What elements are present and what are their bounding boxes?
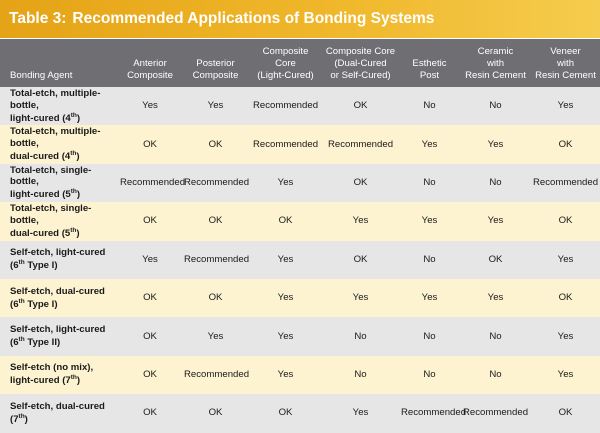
agent-name: Total-etch, multiple-bottle, light-cured (4: [10, 87, 101, 124]
table-title: [0, 0, 600, 39]
table-cell: Yes: [487, 292, 504, 304]
column-header: Esthetic Post: [412, 58, 447, 82]
agent-name-end: Type II): [24, 337, 61, 349]
generation-superscript: th: [18, 412, 25, 420]
column-header: Posterior Composite: [192, 58, 239, 82]
table-cell: Yes: [352, 407, 369, 419]
table-row: [0, 394, 600, 432]
table-cell: OK: [208, 407, 223, 419]
table-cell: Yes: [487, 138, 504, 150]
table-cell: No: [423, 368, 436, 380]
table-cell: OK: [143, 138, 157, 150]
table-cell: No: [423, 176, 436, 188]
table-cell: OK: [208, 215, 223, 227]
table-row: [0, 356, 600, 394]
table-row: [0, 317, 600, 355]
table-cell: No: [423, 330, 436, 342]
table-cell: Yes: [277, 330, 294, 342]
table-cell: Recommended: [462, 407, 529, 419]
bonding-agent-cell: [0, 356, 118, 394]
table-cell: No: [489, 368, 502, 380]
agent-name-end: ): [24, 413, 28, 425]
table-cell: Yes: [277, 292, 294, 304]
table-cell: Yes: [557, 253, 574, 265]
agent-name: Total-etch, single-bottle, dual-cured (5: [10, 202, 92, 239]
agent-name: Self-etch, dual-cured (6: [10, 285, 105, 310]
table-cell: Recommended: [327, 138, 394, 150]
table-row: [0, 202, 600, 240]
agent-name: Self-etch (no mix), light-cured (7: [10, 362, 94, 387]
table-cell: No: [489, 100, 502, 112]
table-cell: No: [489, 176, 502, 188]
column-header: Veneer with Resin Cement: [535, 46, 596, 82]
agent-name-end: ): [76, 112, 81, 124]
table-cell: Yes: [277, 368, 294, 380]
bonding-agent-cell: [0, 241, 118, 279]
table-cell: Yes: [487, 215, 504, 227]
column-header: Ceramic with Resin Cement: [465, 46, 526, 82]
table-cell: OK: [558, 138, 573, 150]
column-header: Composite Core (Dual-Cured or Self-Cured): [325, 46, 396, 82]
table-cell: Recommended: [401, 407, 467, 419]
table-cell: OK: [208, 138, 223, 150]
agent-name-end: ): [76, 151, 80, 163]
table-cell: Recommended: [184, 176, 250, 188]
bonding-agent-cell: [0, 87, 118, 125]
generation-superscript: th: [18, 336, 25, 344]
table-cell: Recommended: [252, 138, 319, 150]
table-cell: OK: [143, 407, 157, 419]
table-cell: OK: [353, 100, 368, 112]
table-cell: Recommended: [184, 253, 250, 265]
table-cell: OK: [488, 253, 503, 265]
table-cell: No: [354, 330, 367, 342]
agent-name: Self-etch, light-cured (6: [10, 324, 106, 349]
table-row: [0, 164, 600, 202]
table-header-row: [0, 39, 600, 87]
agent-name: Total-etch, multiple-bottle, dual-cured (4: [10, 126, 101, 163]
table-cell: Yes: [557, 330, 574, 342]
table-cell: OK: [558, 215, 573, 227]
generation-superscript: th: [70, 111, 77, 119]
generation-superscript: th: [70, 188, 77, 196]
generation-superscript: th: [18, 259, 25, 267]
bonding-agent-cell: [0, 164, 118, 202]
agent-name: Self-etch, dual-cured (7: [10, 400, 105, 425]
column-header: Anterior Composite: [127, 58, 173, 82]
column-header: Composite Core (Light-Cured): [257, 46, 314, 82]
table-cell: Yes: [421, 292, 438, 304]
table-row: [0, 125, 600, 163]
table-cell: Yes: [142, 100, 158, 112]
table-row: [0, 87, 600, 125]
table-number: Table 3:: [9, 10, 67, 27]
table-cell: OK: [278, 407, 293, 419]
table-cell: Recommended: [533, 176, 599, 188]
table-cell: Yes: [142, 253, 158, 265]
agent-name-end: ): [76, 375, 81, 387]
column-header: Bonding Agent: [10, 70, 73, 82]
agent-name: Total-etch, single-bottle, light-cured (5: [10, 164, 92, 201]
table-cell: OK: [558, 407, 573, 419]
table-cell: OK: [558, 292, 573, 304]
bonding-agent-cell: [0, 279, 118, 317]
table-cell: Yes: [421, 138, 438, 150]
generation-superscript: th: [70, 150, 77, 158]
table-cell: OK: [353, 253, 368, 265]
table-cell: Recommended: [120, 176, 186, 188]
table-cell: No: [489, 330, 502, 342]
bonding-agent-cell: [0, 202, 118, 240]
table-cell: No: [423, 253, 436, 265]
table-row: [0, 279, 600, 317]
table-cell: Recommended: [252, 100, 319, 112]
table-cell: OK: [143, 215, 157, 227]
agent-name-end: Type I): [24, 260, 58, 272]
bonding-agent-cell: [0, 394, 118, 432]
table-cell: OK: [143, 330, 157, 342]
agent-name-end: ): [76, 189, 81, 201]
generation-superscript: th: [70, 374, 77, 382]
table-cell: OK: [278, 215, 293, 227]
generation-superscript: th: [18, 297, 25, 305]
table-cell: Yes: [207, 330, 224, 342]
bonding-agent-cell: [0, 125, 118, 163]
agent-name: Self-etch, light-cured (6: [10, 247, 106, 272]
table-cell: No: [354, 368, 367, 380]
table-body: [0, 87, 600, 433]
bonding-agent-cell: [0, 317, 118, 355]
table-cell: OK: [353, 176, 368, 188]
table-row: [0, 241, 600, 279]
table-caption: Recommended Applications of Bonding Systems: [72, 10, 435, 27]
table-cell: Yes: [277, 176, 294, 188]
generation-superscript: th: [70, 226, 77, 234]
table-cell: Yes: [421, 215, 438, 227]
bonding-systems-table: [0, 39, 600, 433]
table-cell: Yes: [207, 100, 224, 112]
table-cell: OK: [208, 292, 223, 304]
agent-name-end: Type I): [24, 298, 58, 310]
table-cell: No: [423, 100, 436, 112]
table-cell: OK: [143, 292, 157, 304]
table-cell: Recommended: [184, 368, 250, 380]
table-cell: Yes: [277, 253, 294, 265]
agent-name-end: ): [76, 227, 80, 239]
table-cell: OK: [143, 368, 157, 380]
table-cell: Yes: [557, 100, 574, 112]
table-cell: Yes: [557, 368, 574, 380]
table-cell: Yes: [352, 215, 369, 227]
table-cell: Yes: [352, 292, 369, 304]
